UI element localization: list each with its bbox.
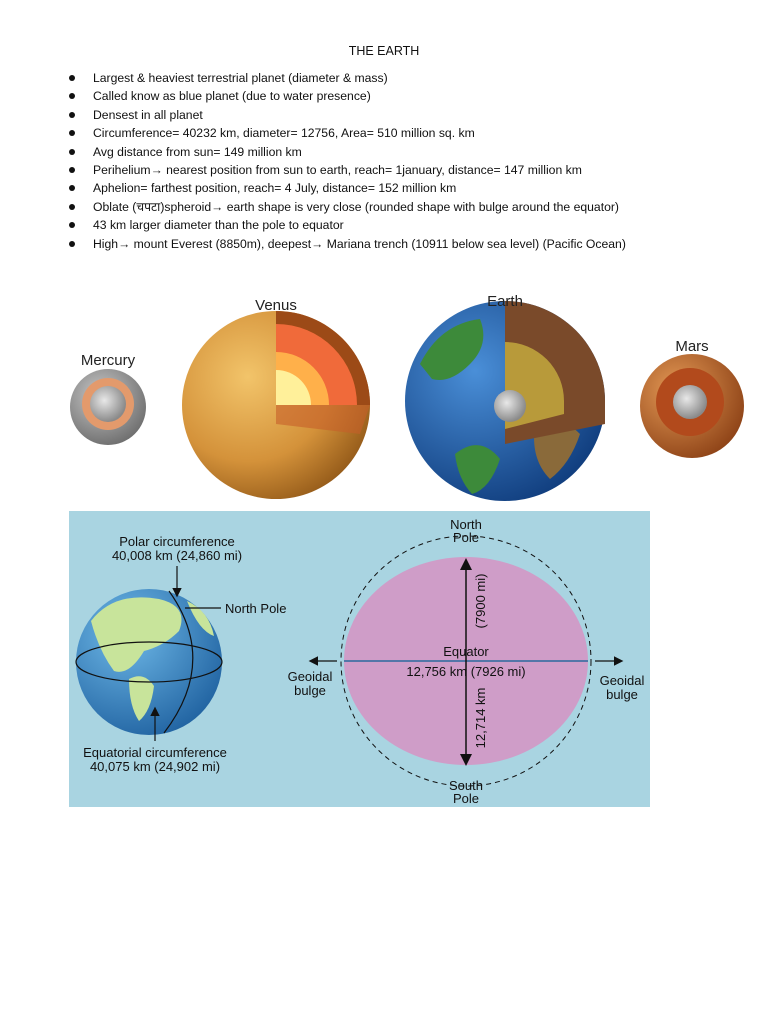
- equator-label: Equator: [443, 644, 489, 659]
- list-item: [69, 216, 626, 234]
- list-item: [69, 106, 626, 124]
- north-pole-pointer-label: North Pole: [225, 601, 287, 616]
- list-item: [69, 235, 626, 253]
- mars-planet: [640, 354, 744, 458]
- equator-value: 12,756 km (7926 mi): [406, 664, 526, 679]
- right-geoidal-bulge-line2: bulge: [606, 687, 638, 702]
- bullet-text: Densest in all planet: [93, 107, 203, 122]
- bullet-text: 43 km larger diameter than the pole to equator: [93, 218, 344, 233]
- list-item: [69, 87, 626, 105]
- bullet-icon: [69, 241, 75, 247]
- bullet-text: High→ mount Everest (8850m), deepest→ Mariana trench (10911 below sea level) (Pacific Ocean): [93, 236, 626, 251]
- bullet-text: Aphelion= farthest position, reach= 4 July, distance= 152 million km: [93, 181, 457, 196]
- polar-radius-miles: (7900 mi): [473, 573, 488, 629]
- bullet-list: [69, 69, 626, 253]
- bullet-icon: [69, 130, 75, 136]
- mercury-label: Mercury: [80, 352, 136, 369]
- polar-circumference-value: 40,008 km (24,860 mi): [111, 548, 243, 563]
- north-pole-label-line1: North: [450, 517, 482, 532]
- venus-planet: [182, 311, 370, 499]
- list-item: [69, 198, 626, 216]
- list-item: [69, 124, 626, 142]
- polar-radius-km: 12,714 km: [473, 687, 488, 749]
- south-pole-label-line1: South: [449, 778, 483, 793]
- equatorial-circumference-title: Equatorial circumference: [83, 745, 227, 760]
- bullet-icon: [69, 185, 75, 191]
- list-item: [69, 69, 626, 87]
- list-item: [69, 161, 626, 179]
- bullet-text: Largest & heaviest terrestrial planet (diameter & mass): [93, 71, 388, 85]
- bullet-icon: [69, 75, 75, 81]
- right-geoidal-bulge-line1: Geoidal: [599, 673, 645, 688]
- bullet-text: Circumference= 40232 km, diameter= 12756, Area= 510 million sq. km: [93, 126, 475, 141]
- planet-interiors-figure: [60, 284, 760, 504]
- mercury-planet: [70, 369, 146, 445]
- earth-planet: [405, 301, 605, 501]
- bullet-text: Perihelium→ nearest position from sun to earth, reach= 1january, distance= 147 million km: [93, 162, 582, 177]
- bullet-text: Oblate (चपटा)spheroid→ earth shape is very close (rounded shape with bulge around the equator): [93, 199, 619, 214]
- left-geoidal-bulge-line2: bulge: [294, 683, 326, 698]
- venus-label: Venus: [255, 297, 297, 314]
- equatorial-circumference-value: 40,075 km (24,902 mi): [89, 759, 221, 774]
- bullet-icon: [69, 112, 75, 118]
- polar-circumference-title: Polar circumference: [119, 534, 235, 549]
- bullet-icon: [69, 222, 75, 228]
- north-pole-label-line2: Pole: [452, 530, 480, 545]
- south-pole-label-line2: Pole: [452, 791, 480, 806]
- bullet-icon: [69, 149, 75, 155]
- page-title: THE EARTH: [348, 44, 420, 58]
- bullet-icon: [69, 167, 75, 173]
- globe-illustration: [76, 589, 222, 735]
- bullet-text: Called know as blue planet (due to water presence): [93, 89, 371, 104]
- bullet-text: Avg distance from sun= 149 million km: [93, 144, 302, 159]
- list-item: [69, 179, 626, 197]
- earth-label: Earth: [487, 293, 523, 310]
- mars-label: Mars: [675, 338, 709, 355]
- bullet-icon: [69, 204, 75, 210]
- list-item: [69, 143, 626, 161]
- bullet-icon: [69, 93, 75, 99]
- left-geoidal-bulge-line1: Geoidal: [287, 669, 333, 684]
- earth-shape-diagram: [69, 511, 650, 807]
